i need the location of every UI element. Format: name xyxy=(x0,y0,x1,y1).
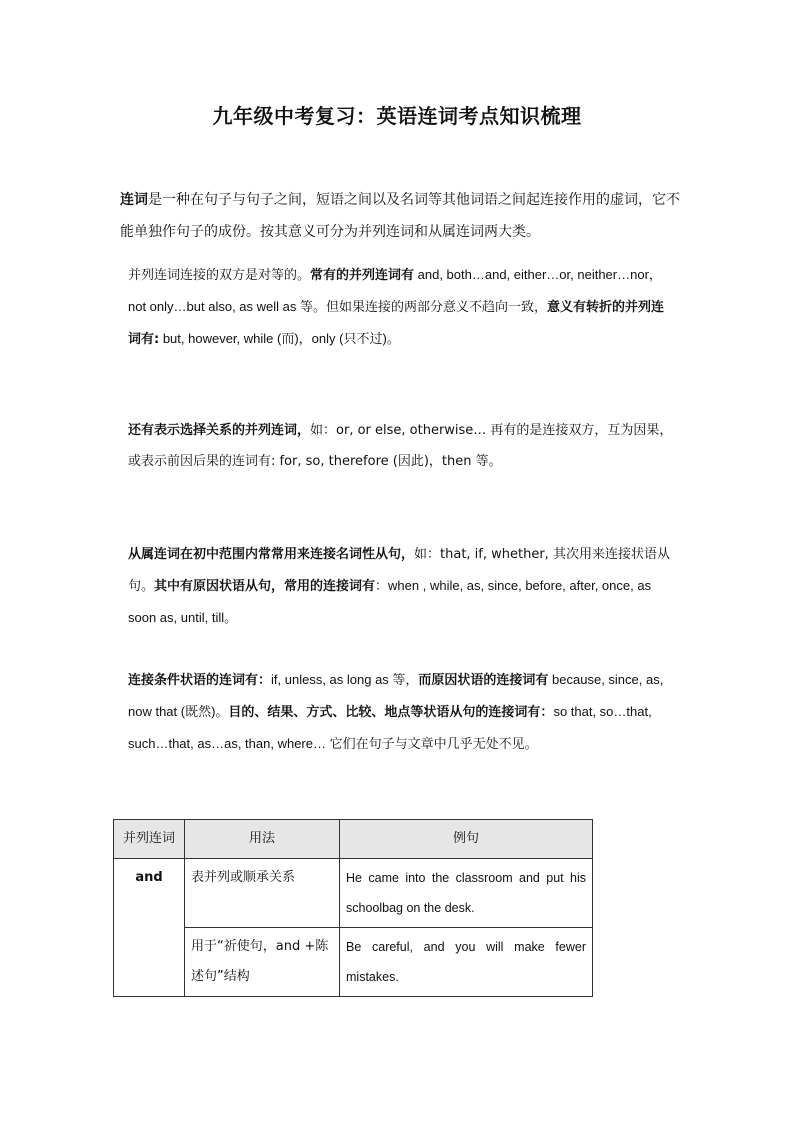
p1-text-e: but, however, while (而)，only (只不过)。 xyxy=(159,331,400,346)
header-example: 例句 xyxy=(340,820,593,859)
page-title: 九年级中考复习：英语连词考点知识梳理 xyxy=(212,104,582,128)
p4-bold-e: 目的、结果、方式、比较、地点等状语从句的连接词有： xyxy=(228,705,554,720)
intro-text: 是一种在句子与句子之间，短语之间以及名词等其他词语之间起连接作用的虚词，它不能单独作句子的成份。按其意义可分为并列连词和从属连词两大类。 xyxy=(120,192,680,240)
p4-text-b: if, unless, as long as 等， xyxy=(271,672,419,687)
p2-text-b: 如：or, or else, otherwise… 再有的是连接双方，互为因果，或表示前因后果的连词有: for, so, therefore (因此)，then 等。 xyxy=(128,423,673,469)
example-cell: He came into the classroom and put his schoolbag on the desk. xyxy=(340,859,593,928)
conjunction-word: and xyxy=(114,859,185,997)
paragraph-coordinating xyxy=(128,259,673,355)
p4-bold-a: 连接条件状语的连词有： xyxy=(128,673,272,688)
header-conjunction: 并列连词 xyxy=(114,820,185,859)
intro-term: 连词 xyxy=(120,192,148,208)
p4-text-d: because, since, as, now that (既然)。 xyxy=(128,672,664,719)
header-usage: 用法 xyxy=(185,820,340,859)
p1-bold-b: 常有的并列连词有 xyxy=(310,268,415,283)
paragraph-conditional xyxy=(128,664,673,760)
p1-text-c: and, both…and, either…or, neither…nor， not only…but also, as well as 等。但如果连接的两部分意义不趋向一致， xyxy=(128,267,662,314)
table-header-row xyxy=(114,820,593,859)
paragraph-subordinating xyxy=(128,539,673,634)
usage-cell: 用于“祈使句，and +陈述句”结构 xyxy=(185,928,340,997)
usage-cell: 表并列或顺承关系 xyxy=(185,859,340,928)
p1-text-a: 并列连词连接的双方是对等的。 xyxy=(128,268,311,283)
p4-bold-c: 而原因状语的连接词有 xyxy=(418,673,549,688)
p3-text-d: ：when , while, as, since, before, after, once, as soon as, until, till。 xyxy=(128,578,652,625)
paragraph-alternative xyxy=(128,415,673,477)
p3-bold-c: 其中有原因状语从句，常用的连接词有 xyxy=(154,579,376,594)
table-row xyxy=(114,928,593,997)
p3-text-b: 如：that, if, whether, 其次用来连接状语从句。 xyxy=(128,547,670,594)
p1-bold-d: 意义有转折的并列连词有: xyxy=(128,300,664,347)
intro-paragraph xyxy=(120,184,680,248)
p3-bold-a: 从属连词在初中范围内常常用来连接名词性从句， xyxy=(128,547,415,562)
p2-bold-a: 还有表示选择关系的并列连词， xyxy=(128,423,311,438)
table-row xyxy=(114,859,593,928)
example-cell: Be careful, and you will make fewer mistakes. xyxy=(340,928,593,997)
conjunction-table xyxy=(113,819,593,997)
p4-text-f: so that, so…that, such…that, as…as, than, where… 它们在句子与文章中几乎无处不见。 xyxy=(128,704,652,751)
